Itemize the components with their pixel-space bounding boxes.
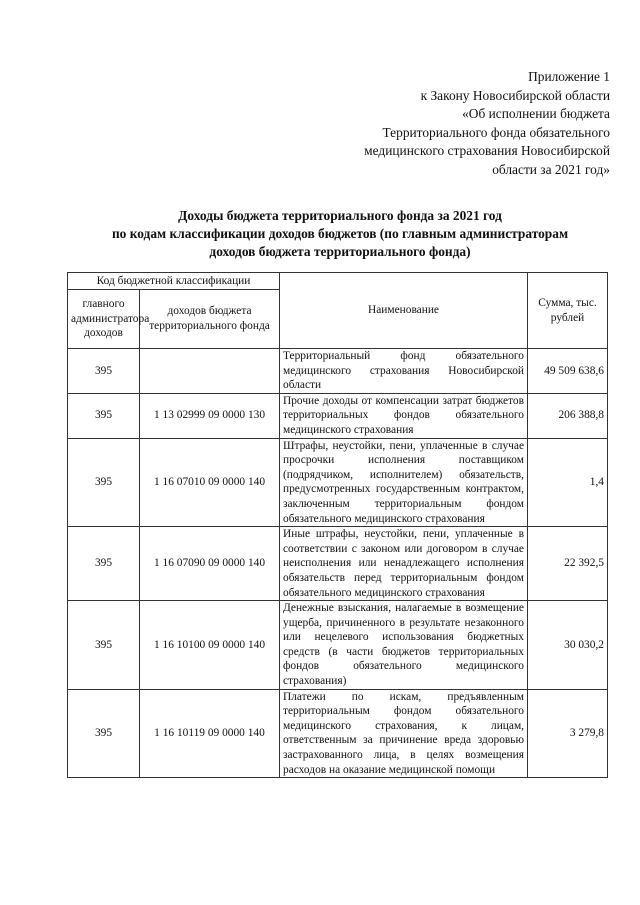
header-classification-code: Код бюджетной классификации — [68, 273, 280, 290]
revenue-table — [67, 272, 608, 778]
table-row — [68, 349, 608, 394]
cell-admin: 395 — [68, 349, 140, 394]
appendix-line: Территориального фонда обязательного — [382, 124, 610, 140]
appendix-line: Приложение 1 — [528, 69, 610, 84]
cell-sum: 22 392,5 — [528, 527, 608, 601]
cell-code: 1 16 07010 09 0000 140 — [140, 438, 280, 527]
cell-name: Прочие доходы от компенсации затрат бюджетов территориальных фондов обязательного медицинского страхования — [280, 393, 528, 438]
header-code: доходов бюджета территориального фонда — [140, 290, 280, 349]
cell-admin: 395 — [68, 393, 140, 438]
header-name: Наименование — [280, 273, 528, 349]
header-admin: главного администратора доходов — [68, 290, 140, 349]
cell-sum: 3 279,8 — [528, 689, 608, 778]
appendix-line: «Об исполнении бюджета — [462, 106, 610, 122]
title-line: доходов бюджета территориального фонда) — [209, 244, 471, 259]
cell-name: Штрафы, неустойки, пени, уплаченные в случае просрочки исполнения поставщиком (подрядчиком, исполнителем) обязательств, предусмотренных государственным контрактом, заключенным территориальным фондом обязательного медицинского страхования — [280, 438, 528, 527]
cell-name: Территориальный фонд обязательного медицинского страхования Новосибирской области — [280, 349, 528, 394]
appendix-line: к Закону Новосибирской области — [420, 87, 610, 103]
header-row — [68, 273, 608, 290]
cell-admin: 395 — [68, 438, 140, 527]
cell-code: 1 16 10119 09 0000 140 — [140, 689, 280, 778]
document-title — [60, 207, 620, 261]
table-row — [68, 393, 608, 438]
cell-code: 1 13 02999 09 0000 130 — [140, 393, 280, 438]
title-line: по кодам классификации доходов бюджетов (по главным администраторам — [111, 226, 569, 241]
cell-admin: 395 — [68, 527, 140, 601]
cell-sum: 206 388,8 — [528, 393, 608, 438]
appendix-block — [290, 68, 610, 180]
cell-code: 1 16 07090 09 0000 140 — [140, 527, 280, 601]
cell-sum: 1,4 — [528, 438, 608, 527]
cell-sum: 49 509 638,6 — [528, 349, 608, 394]
cell-code — [140, 349, 280, 394]
table-row — [68, 438, 608, 527]
table-row — [68, 601, 608, 690]
table-row — [68, 689, 608, 778]
cell-sum: 30 030,2 — [528, 601, 608, 690]
cell-admin: 395 — [68, 689, 140, 778]
table-row — [68, 527, 608, 601]
cell-name: Иные штрафы, неустойки, пени, уплаченные в соответствии с законом или договором в случае неисполнения или ненадлежащего исполнения обязательств перед территориальным фондом обязательного медицинского страхования — [280, 527, 528, 601]
appendix-line: области за 2021 год» — [492, 161, 610, 177]
title-line: Доходы бюджета территориального фонда за 2021 год — [178, 208, 502, 223]
appendix-line: медицинского страхования Новосибирской — [364, 143, 610, 159]
cell-name: Денежные взыскания, налагаемые в возмещение ущерба, причиненного в результате незаконного или нецелевого использования бюджетных средств (в части бюджетов территориальных фондов обязательного медицинского страхования) — [280, 601, 528, 690]
header-sum: Сумма, тыс. рублей — [528, 273, 608, 349]
cell-code: 1 16 10100 09 0000 140 — [140, 601, 280, 690]
cell-name: Платежи по искам, предъявленным территориальным фондом обязательного медицинского страхования, к лицам, ответственным за причинение вреда здоровью застрахованного лица, в целях возмещения расходов на оказание медицинской помощи — [280, 689, 528, 778]
cell-admin: 395 — [68, 601, 140, 690]
